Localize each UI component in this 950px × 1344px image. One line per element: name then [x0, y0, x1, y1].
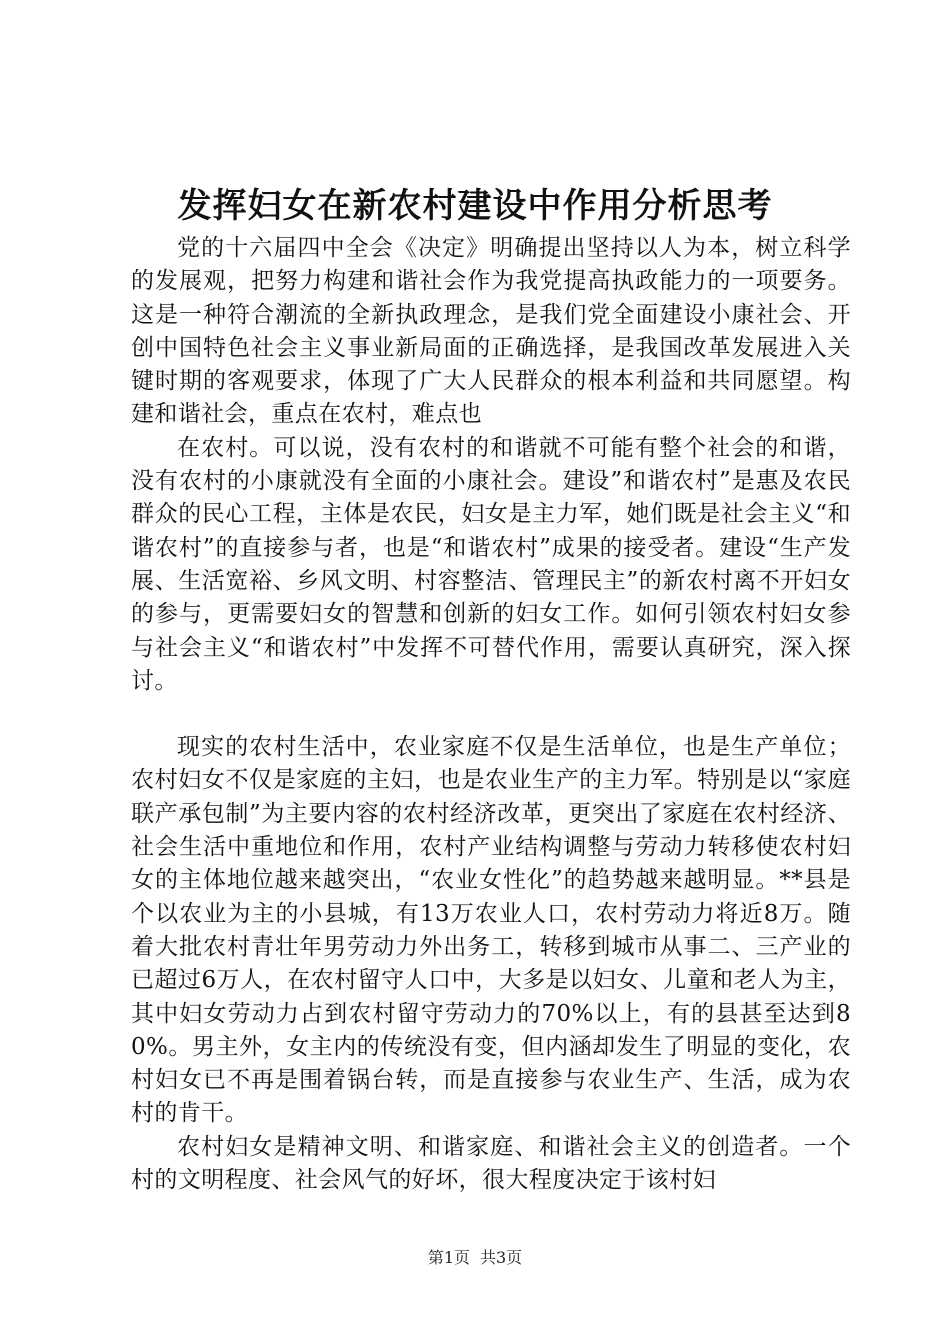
page-number: 第1页	[427, 1248, 470, 1267]
paragraph-spacer	[131, 698, 851, 731]
paragraph-4: 农村妇女是精神文明、和谐家庭、和谐社会主义的创造者。一个村的文明程度、社会风气的好坏，很大程度决定于该村妇	[131, 1133, 851, 1194]
paragraph-1: 党的十六届四中全会《决定》明确提出坚持以人为本，树立科学的发展观，把努力构建和谐社会作为我党提高执政能力的一项要务。这是一种符合潮流的全新执政理念，是我们党全面建设小康社会、开创中国特色社会主义事业新局面的正确选择，是我国改革发展进入关键时期的客观要求，体现了广大人民群众的根本利益和共同愿望。构建和谐社会，重点在农村，难点也	[131, 235, 851, 428]
paragraph-2: 在农村。可以说，没有农村的和谐就不可能有整个社会的和谐，没有农村的小康就没有全面的小康社会。建设”和谐农村”是惠及农民群众的民心工程，主体是农民，妇女是主力军，她们既是社会主义“和谐农村”的直接参与者，也是“和谐农村”成果的接受者。建设“生产发展、生活宽裕、乡风文明、村容整洁、管理民主”的新农村离不开妇女的参与，更需要妇女的智慧和创新的妇女工作。如何引领农村妇女参与社会主义“和谐农村”中发挥不可替代作用，需要认真研究，深入探讨。	[131, 434, 851, 694]
document-title: 发挥妇女在新农村建设中作用分析思考	[177, 186, 773, 226]
document-body	[131, 232, 851, 1197]
page-footer	[0, 1248, 950, 1268]
page-total: 共3页	[480, 1248, 523, 1267]
paragraph-3: 现实的农村生活中，农业家庭不仅是生活单位，也是生产单位；农村妇女不仅是家庭的主妇，也是农业生产的主力军。特别是以“家庭联产承包制”为主要内容的农村经济改革，更突出了家庭在农村经济、社会生活中重地位和作用，农村产业结构调整与劳动力转移使农村妇女的主体地位越来越突出，“农业女性化”的趋势越来越明显。**县是个以农业为主的小县城，有13万农业人口，农村劳动力将近8万。随着大批农村青壮年男劳动力外出务工，转移到城市从事二、三产业的已超过6万人，在农村留守人口中，大多是以妇女、儿童和老人为主，其中妇女劳动力占到农村留守劳动力的70%以上，有的县甚至达到80%。男主外，女主内的传统没有变，但内涵却发生了明显的变化，农村妇女已不再是围着锅台转，而是直接参与农业生产、生活，成为农村的肯干。	[131, 734, 851, 1127]
